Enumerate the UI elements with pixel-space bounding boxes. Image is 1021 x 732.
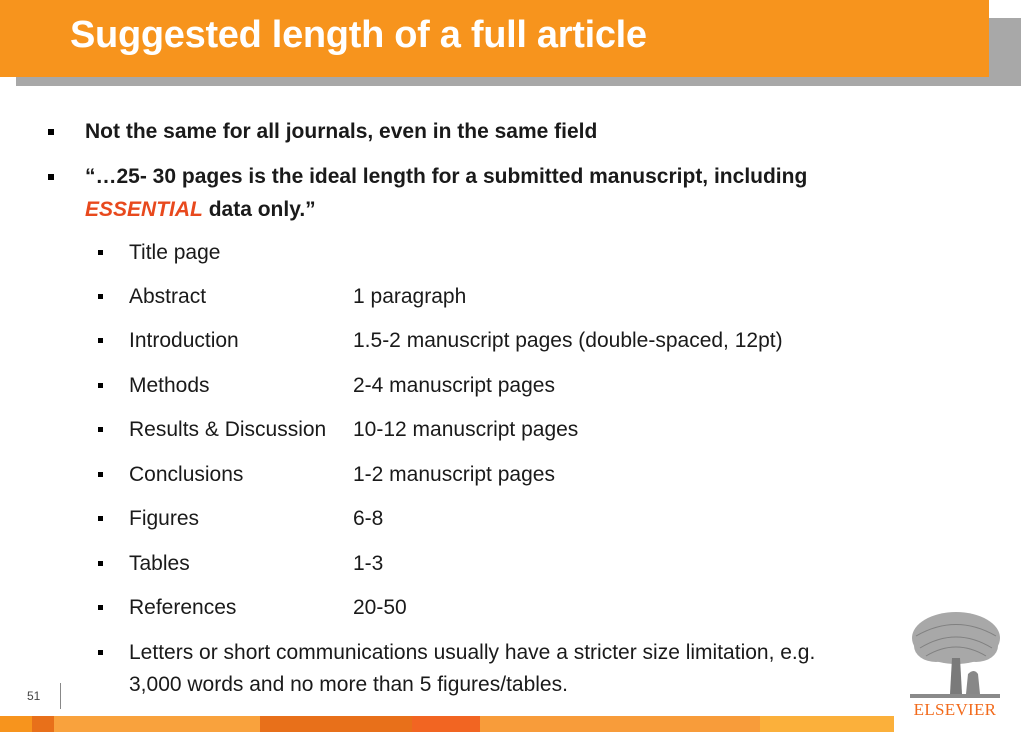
section-label: Abstract: [129, 285, 207, 308]
bullet-marker: [98, 427, 103, 432]
section-label: Introduction: [129, 329, 239, 352]
bullet-marker: [98, 338, 103, 343]
page-number-divider: [60, 683, 61, 709]
note-line2: 3,000 words and no more than 5 figures/tables.: [129, 673, 568, 696]
section-value: 6-8: [353, 507, 384, 530]
elsevier-logo-text: ELSEVIER: [913, 700, 997, 719]
section-label: Results & Discussion: [129, 418, 327, 441]
footer-bar-segment: [480, 716, 760, 732]
footer-bar-segment: [260, 716, 412, 732]
bullet-text-line2: ESSENTIAL data only.”: [85, 198, 316, 221]
footer-bar-segment: [0, 716, 32, 732]
section-value: 1-3: [353, 552, 384, 575]
essential-highlight: ESSENTIAL: [85, 198, 203, 221]
bullet-marker: [98, 383, 103, 388]
bullet-marker: [98, 516, 103, 521]
note-line1: Letters or short communications usually have a stricter size limitation, e.g.: [129, 641, 816, 664]
section-value: 20-50: [353, 596, 407, 619]
bullet-marker: [48, 129, 54, 135]
bullet-marker: [98, 250, 103, 255]
section-label: Title page: [129, 241, 221, 264]
section-label: References: [129, 596, 237, 619]
section-value: 2-4 manuscript pages: [353, 374, 555, 397]
footer-bar-segment: [32, 716, 54, 732]
bullet-marker: [98, 605, 103, 610]
section-value: 1-2 manuscript pages: [353, 463, 555, 486]
footer-bar-segment: [760, 716, 894, 732]
section-label: Methods: [129, 374, 210, 397]
section-value: 1.5-2 manuscript pages (double-spaced, 12pt): [353, 329, 783, 352]
footer-bar-segment: [54, 716, 260, 732]
section-label: Figures: [129, 507, 200, 530]
section-value: 10-12 manuscript pages: [353, 418, 579, 441]
bullet-marker: [98, 561, 103, 566]
bullet-marker: [98, 650, 103, 655]
section-value: 1 paragraph: [353, 285, 467, 308]
footer-bar-segment: [412, 716, 480, 732]
bullet-marker: [48, 174, 54, 180]
section-label: Tables: [129, 552, 190, 575]
slide-title: Suggested length of a full article: [70, 14, 647, 56]
bullet-marker: [98, 472, 103, 477]
page-number: 51: [27, 689, 41, 703]
bullet-text: Not the same for all journals, even in the same field: [85, 120, 598, 143]
bullet-text: “…25- 30 pages is the ideal length for a submitted manuscript, including: [85, 165, 808, 188]
section-label: Conclusions: [129, 463, 244, 486]
bullet-marker: [98, 294, 103, 299]
title-banner: [0, 0, 989, 77]
